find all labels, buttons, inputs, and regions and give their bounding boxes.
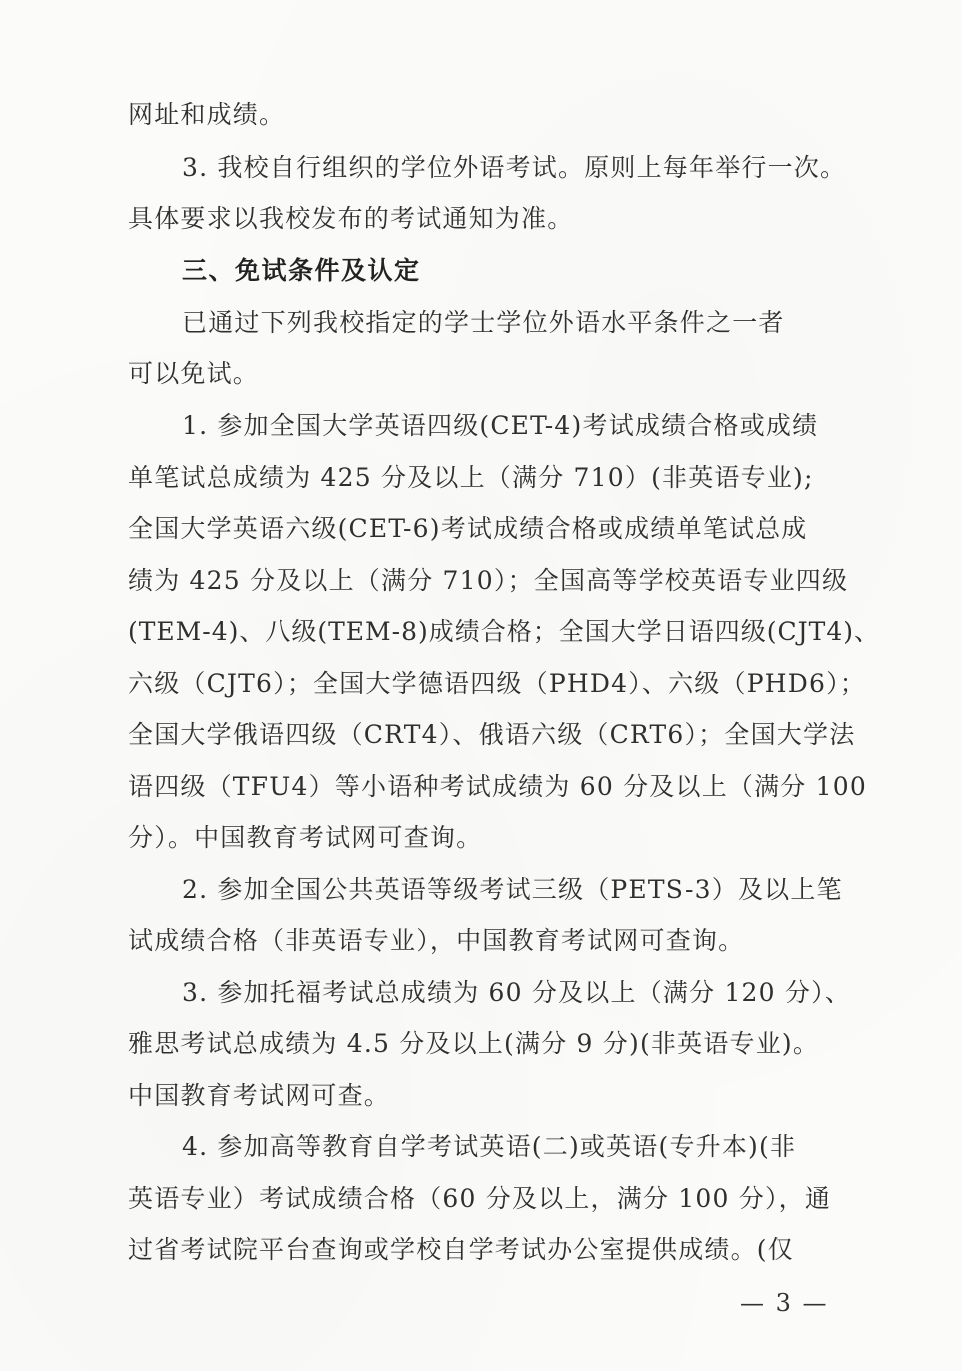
- text-line: 3. 我校自行组织的学位外语考试。原则上每年举行一次。: [182, 153, 847, 182]
- text-line: 已通过下列我校指定的学士学位外语水平条件之一者: [182, 308, 785, 337]
- text-line: 分）。中国教育考试网可查询。: [128, 823, 483, 852]
- text-line: (TEM-4)、八级(TEM-8)成绩合格；全国大学日语四级(CJT4)、: [128, 617, 881, 646]
- page-number: — 3 —: [740, 1289, 829, 1317]
- text-line: 全国大学英语六级(CET-6)考试成绩合格或成绩单笔试总成: [128, 514, 808, 543]
- text-line: 1. 参加全国大学英语四级(CET-4)考试成绩合格或成绩: [182, 411, 819, 440]
- text-line: 3. 参加托福考试总成绩为 60 分及以上（满分 120 分）、: [182, 978, 852, 1007]
- text-line: 英语专业）考试成绩合格（60 分及以上，满分 100 分），通: [128, 1184, 832, 1213]
- text-line: 全国大学俄语四级（CRT4）、俄语六级（CRT6）；全国大学法: [128, 720, 856, 749]
- text-line: 绩为 425 分及以上（满分 710）；全国高等学校英语专业四级: [128, 566, 849, 595]
- text-line: 试成绩合格（非英语专业），中国教育考试网可查询。: [128, 926, 745, 955]
- text-line: 六级（CJT6）；全国大学德语四级（PHD4）、六级（PHD6）；: [128, 669, 866, 698]
- text-line: 中国教育考试网可查。: [128, 1081, 391, 1110]
- text-line: 4. 参加高等教育自学考试英语(二)或英语(专升本)(非: [182, 1132, 797, 1161]
- section-heading: 三、免试条件及认定: [182, 256, 421, 285]
- text-line: 2. 参加全国公共英语等级考试三级（PETS-3）及以上笔: [182, 875, 843, 904]
- text-line: 具体要求以我校发布的考试通知为准。: [128, 204, 574, 233]
- text-line: 可以免试。: [128, 359, 260, 388]
- text-line: 单笔试总成绩为 425 分及以上（满分 710）(非英语专业);: [128, 463, 814, 492]
- text-line: 雅思考试总成绩为 4.5 分及以上(满分 9 分)(非英语专业)。: [128, 1029, 820, 1058]
- text-line: 过省考试院平台查询或学校自学考试办公室提供成绩。(仅: [128, 1235, 794, 1264]
- text-line: 语四级（TFU4）等小语种考试成绩为 60 分及以上（满分 100: [128, 772, 867, 801]
- text-line: 网址和成绩。: [128, 100, 286, 129]
